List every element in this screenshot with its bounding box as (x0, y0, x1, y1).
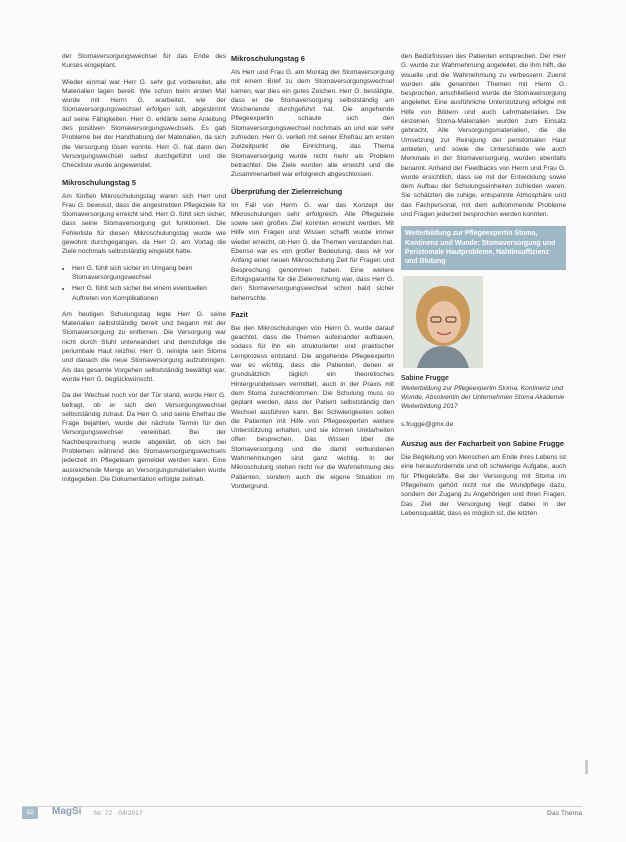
section-heading: Überprüfung der Zielerreichung (231, 186, 343, 196)
highlight-box: Weiterbildung zur Pflegeexpertin Stoma, Kontinenz und Wunde: Stomaversorgung und Peristomale Hautprobleme, Nahtinsuffizienz und Blutung (401, 226, 566, 269)
issue-info: Nr. 72 · 04/2017 (94, 810, 143, 817)
column-left (62, 52, 226, 491)
section-heading: Mikroschulungstag 6 (231, 54, 305, 63)
paragraph: Wieder einmal war Herr G. sehr gut vorbereitet, alle Materialien lagen bereit. Wie schon beim ersten Mal wurde mit Herrn G. erarbeitet, wie der Stomaversorgungswechsel erfolgen soll, abgestimmt auf seine Fähigkeiten. Herr G. erklärte seine Anleitung des positiven Stomaversorgungswechsels. Es gab Probleme bei der Handhabung der Materialien, da sich die Versorgung lösen konnte. Herr G. hat dann den Versorgungswechsel selbst durchgeführt und die Checkliste wurde angewendet. (62, 78, 226, 170)
section-heading: Auszug aus der Facharbeit von Sabine Frugge (401, 439, 565, 449)
paragraph: Im Fall von Herrn G. war das Konzept der Mikroschulungen sehr erfolgreich. Alle Pflegeziele sowie sein großes Ziel konnten erreicht werden. Mit Hilfe von Fragen und Wissen schafft wurde immer wieder erreicht, ob Herr G. die Themen verstanden hat. Ebenso war es von großer Bedeutung, dass wir vor Anfang einer neuen Mikroschulung Zeit für Fragen und Besprechung genommen haben. Eine weitere Erfolgsgarantie für die Zielerreichung war, dass Herr G. den Stomaversorgungswechsel schon bald sicher beherrschte. (231, 201, 394, 302)
column-middle (231, 52, 394, 498)
section-heading: Mikroschulungstag 5 (62, 177, 136, 187)
column-right (401, 52, 566, 525)
paragraph: Am fünften Mikroschulungstag waren sich Herr und Frau G. bewusst, dass die angestrebten Pflegeziele für Stomaversorgung erreicht sind. Herr G. fühlt sich sicher, dass seine Stomaversorgung gut funktioniert. Die Fehlerliste für diesen Mikroschulungstag wurde wie gewohnt durchgegangen, da Herr G. am Vortag die Ziele nochmals selbstständig eingeübt hatte. (62, 192, 226, 256)
paragraph: der Stomaversorgungswechsel für das Ende des Kurses eingeplant. (62, 53, 226, 70)
page-edge-mark (585, 760, 588, 774)
paragraph: Da der Wechsel noch vor der Tür stand, wurde Herr G. befragt, ob er sich den Versorgungswechsel selbstständig zutraut. Da Herr G. und seine Ehefrau die Frage bejahten, wurde der nächste Termin für den Versorgungswechsel vereinbart. Bei der Nachbesprechung wurde abgeklärt, ob sich bei Problemen während des Stomaversorgungswechsels jederzeit im Pflegeteam gemeldet werden kann. Eine ausreichende Menge an Versorgungsmaterialien wurde mitgegeben. Die Dokumentation erfolgte zeitnah. (62, 392, 226, 483)
author-caption: Weiterbildung zur Pflegeexpertin Stoma, Kontinenz und Wunde, Absolventin der Unternehmen Stoma Akademie Weiterbildung 2017 (401, 384, 565, 411)
paragraph: Bei den Mikroschulungen von Herrn G. wurde darauf geachtet, dass die Themen aufeinander aufbauen, sodass für ihn ein strukturierter und praktischer Lernprozess entstand. Die angehende Pflegeexpertin war es wichtig, dass die Patienten, denen er grundsätzlich täglich ein theoretisches Hintergrundwissen vermittelt, auch in der Praxis mit dem Stoma zurechtkommen. Die Schulung muss so geplant werden, dass der Patient selbstständig den Wechsel ausführen kann. Bei Schwierigkeiten sollen die Patienten mit Hilfe von Pflegeexperten weitere Unterstützung erhalten, und sie können Unklarheiten offen besprechen. Das Wissen über die Stomaversorgung und die damit verbundenen Wahrnehmungen sind ganz wichtig. In der Mikroschulung stehen nicht nur die Wahrnehmung des Patienten, sondern auch die eigene Situation im Vordergrund. (231, 324, 394, 490)
paragraph: Als Herr und Frau G. am Montag der Stomaversorgung mit einem Brief zu dem Stomaversorgungswechsel kamen, war dies ein gutes Zeichen. Herr G. bestätigte, dass er die Stomaversorgung selbstständig am Wochenende durchgeführt hat. Die angehende Pflegeexpertin schaute sich den Stomaversorgungswechsel nochmals an und war sehr zufrieden. Herr G. verließ mit seiner Ehefrau am ersten Zielzeitpunkt die Einrichtung, das Thema Stomaversorgung wurde nicht mehr als Problem betrachtet. Die Ziele wurden alle erreicht und die Zusammenarbeit war erfolgreich abgeschlossen. (231, 69, 394, 179)
magazine-logo: MagSi (52, 806, 82, 817)
section-label: Das Thema (546, 810, 582, 817)
list-item: • Herr G. fühlt sich sicher im Umgang beim Stomaversorgungswechsel (72, 264, 226, 283)
author-email: s.frugge@gmx.de (401, 420, 454, 428)
paragraph: Die Begleitung von Menschen am Ende ihres Lebens ist eine herausfordernde und oft schwierige Aufgabe, auch für Pflegekräfte. Bei der Versorgung mit Stoma im Pflegeheim gehört nicht nur die Wundpflege dazu, sondern der Zugang zu Angehörigen und ihren Fragen. Das Ziel der Versorgung liegt dabei in der Lebensqualität, dass es möglich ist, die letzten (401, 454, 566, 517)
section-heading: Fazit (231, 309, 248, 319)
list-item: • Herr G. fühlt sich sicher bei einem eventuellen Auftreten von Komplikationen (72, 284, 226, 303)
paragraph: Am heutigen Schulungstag legte Herr G. seine Materialien selbstständig bereit und begann mit der Stomaversorgung zu entfernen. Die Versorgung war nicht durch Stuhl unterwandert und demzufolge die periumbale Haut reizfrei. Herr G. reinigte sein Stoma und danach die neue Stomaversorgung aufzubringen. Als das gesamte Vorgehen selbstständig bewältigt war, wurde Herr G. beglückwünscht. (62, 310, 226, 383)
author-name: Sabine Frugge (401, 374, 449, 382)
paragraph: den Bedürfnissen des Patienten entsprechen. Der Herr G. wurde zur Wahrnehmung angeleitet, die ihm hilft, die visuelle und die Wahrnehmung zu verbessern. Zuerst wurden alle genannten Themen mit Herrn G. besprochen, anschließend wurde die Stomaversorgung angeleitet. Eine ausführliche Unterstützung erfolgte mit Hilfe von Bildern und auch Lehrmaterialien. Die einzelnen Stoma-Materialien wurden zum Einsatz gebracht. Alle Versorgungsmaterialien, die die Umsetzung zur Reinigung der peristomalen Haut anbieten, und sowie die Unterschiede wie auch Merkmale in der Stomaversorgung, wurden ebenfalls benannt. Anhand der Feedbacks von Herrn und Frau G. wurde ersichtlich, dass sie mit der Entwicklung sowie dem Aufbau der Schulungseinheiten zufrieden waren. Sie schätzten die ruhige, entspannte Atmosphäre und das Fachpersonal, mit dem aufkommende Probleme und Fragen jederzeit besprochen werden konnten. (401, 53, 566, 219)
page-number: 32 (22, 807, 38, 819)
goal-list (62, 264, 226, 303)
author-portrait-icon (403, 276, 483, 368)
page-footer (22, 806, 582, 821)
